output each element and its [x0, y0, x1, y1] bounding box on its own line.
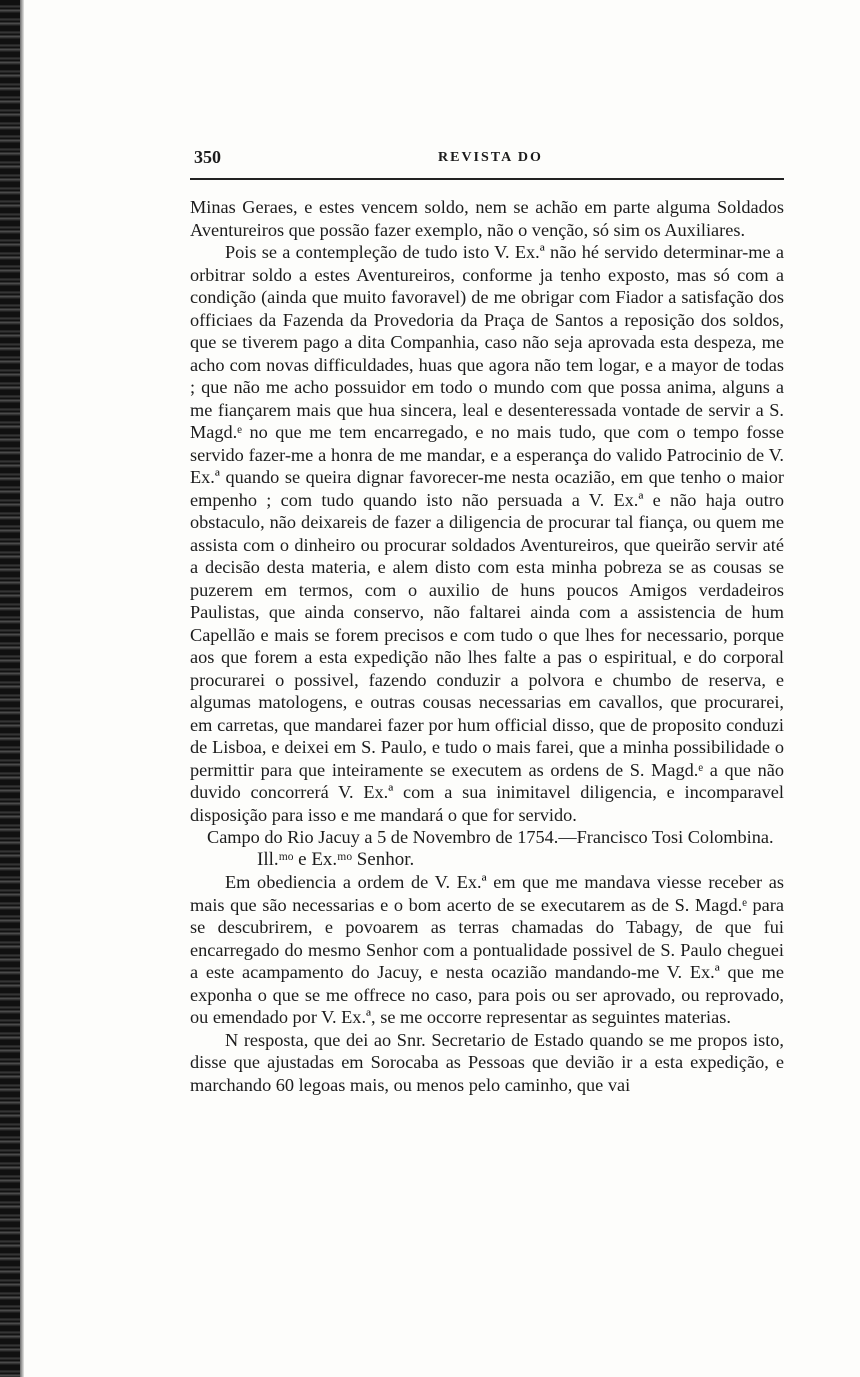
book-spine-shadow	[0, 0, 20, 1377]
paragraph-letter-body: Pois se a contempleção de tudo isto V. Ex.ª não hé servido determinar-me a orbitrar soldo a estes Aventureiros, conforme ja tenho exposto, mas só com a condição (ainda que muito favoravel) de me obrigar com Fiador a satisfação dos officiaes da Fazenda da Provedoria da Praça de Santos a reposição dos soldos, que se tiverem pago a dita Companhia, caso não seja aprovada esta despeza, me acho com novas difficuldades, huas que agora não tem logar, e a mayor de todas ; que não me acho possuidor em todo o mundo com que possa anima, alguns a me fiançarem mais que hua sincera, leal e desenteressada vontade de servir a S. Magd.ᵉ no que me tem encarregado, e no mais tudo, que com o tempo fosse servido fazer-me a honra de me mandar, e a esperança do valido Patrocinio de V. Ex.ª quando se queira dignar favorecer-me nesta ocazião, em que tenho o maior empenho ; com tudo quando isto não persuada a V. Ex.ª e não haja outro obstaculo, não deixareis de fazer a diligencia de procurar tal fiança, ou quem me assista com o dinheiro ou procurar soldados Aventureiros, que queirão servir até a decisão desta materia, e alem disto com esta minha pobreza se as cousas se puzerem em termos, com o auxilio de huns poucos Amigos verdadeiros Paulistas, que ainda conservo, não faltarei ainda com a assistencia de hum Capellão e mais se forem precisos e com tudo o que lhes for necessario, porque aos que forem a esta expedição não lhes falte a pas o espiritual, e do corporal procurarei o possivel, fazendo conduzir a polvora e chumbo de reserva, e algumas matologens, e outras cousas necessarias em cavallos, que procurarei, em carretas, que mandarei fazer por hum official disso, que de proposito conduzi de Lisboa, e deixei em S. Paulo, e tudo o mais farei, que a minha possibilidade o permittir para que inteiramente se executem as ordens de S. Magd.ᵉ a que não duvido concorrerá V. Ex.ª com a sua inimitavel diligencia, e incomparavel disposição para isso e me mandará o que for servido.	[190, 242, 784, 825]
paragraph-continuation: Minas Geraes, e estes vencem soldo, nem se achão em parte alguma Soldados Aventureiros que possão fazer exemplo, não o venção, só sim os Auxiliares.	[190, 197, 784, 240]
paragraph-second-letter: Em obediencia a ordem de V. Ex.ª em que me mandava viesse receber as mais que são necessarias e o bom acerto de se executarem as de S. Magd.ᵉ para se descubrirem, e povoarem as terras chamadas do Tabagy, de que fui encarregado do mesmo Senhor com a pontualidade possivel de S. Paulo cheguei a este acampamento do Jacuy, e nesta ocazião mandando-me V. Ex.ª que me exponha o que se me offrece no caso, para pois ou ser aprovado, ou reprovado, ou emendado por V. Ex.ª, se me occorre representar as seguintes materias.	[190, 872, 784, 1027]
running-head: REVISTA DO	[438, 150, 543, 165]
page-edge-shadow	[20, 0, 24, 1377]
page-number: 350	[194, 147, 221, 167]
letter-salutation: Ill.ᵐᵒ e Ex.ᵐᵒ Senhor.	[257, 848, 415, 870]
document-body	[190, 196, 784, 1096]
header-rule	[190, 178, 784, 180]
letter-dateline-signature: Campo do Rio Jacuy a 5 de Novembro de 1754.—Francisco Tosi Colombina.	[207, 827, 774, 847]
page-header	[190, 147, 782, 171]
paragraph-response: N resposta, que dei ao Snr. Secretario de Estado quando se me propos isto, disse que ajustadas em Sorocaba as Pessoas que devião ir a esta expedição, e marchando 60 legoas mais, ou menos pelo caminho, que vai	[190, 1029, 784, 1095]
